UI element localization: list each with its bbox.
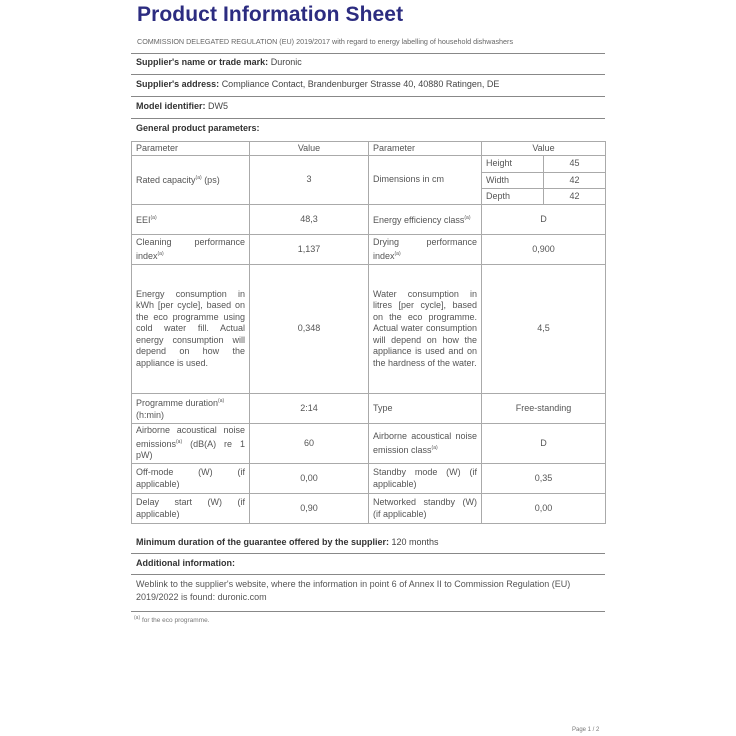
table-row bbox=[132, 235, 606, 265]
table-row bbox=[132, 156, 606, 173]
divider bbox=[131, 611, 605, 612]
standby-label: Standby mode (W) (if applicable) bbox=[369, 464, 482, 494]
table-row bbox=[132, 464, 606, 494]
column-header-parameter-2: Parameter bbox=[369, 142, 482, 156]
depth-label: Depth bbox=[482, 189, 544, 205]
programme-duration-value: 2:14 bbox=[250, 394, 369, 424]
footnote-mark: (a) bbox=[134, 615, 141, 621]
type-label: Type bbox=[369, 394, 482, 424]
divider bbox=[131, 574, 605, 575]
noise-emissions-label: Airborne acoustical noise emissions$^{(a)}$ (dB(A) re 1 pW) bbox=[132, 424, 250, 464]
supplier-name-label: Supplier's name or trade mark: bbox=[136, 57, 269, 67]
eei-value: 48,3 bbox=[250, 205, 369, 235]
supplier-name-row bbox=[136, 57, 302, 67]
additional-information-heading: Additional information: bbox=[136, 558, 235, 568]
guarantee-row bbox=[136, 537, 439, 547]
guarantee-label: Minimum duration of the guarantee offered by the supplier: bbox=[136, 537, 390, 547]
divider bbox=[131, 74, 605, 75]
drying-performance-label: Drying performance index$^{(a)}$ bbox=[369, 235, 482, 265]
table-row bbox=[132, 265, 606, 394]
off-mode-label: Off-mode (W) (if applicable) bbox=[132, 464, 250, 494]
type-value: Free-standing bbox=[482, 394, 606, 424]
table-row bbox=[132, 394, 606, 424]
table-header-row bbox=[132, 142, 606, 156]
page-number: Page 1 / 2 bbox=[572, 727, 600, 733]
cleaning-performance-value: 1,137 bbox=[250, 235, 369, 265]
networked-standby-label: Networked standby (W) (if applicable) bbox=[369, 494, 482, 524]
delay-start-label: Delay start (W) (if applicable) bbox=[132, 494, 250, 524]
divider bbox=[131, 53, 605, 54]
supplier-name-value: Duronic bbox=[270, 57, 302, 67]
noise-class-value: D bbox=[482, 424, 606, 464]
depth-value: 42 bbox=[544, 189, 606, 205]
drying-performance-value: 0,900 bbox=[482, 235, 606, 265]
footnote bbox=[134, 615, 210, 624]
model-identifier-label: Model identifier: bbox=[136, 101, 206, 111]
water-consumption-label: Water consumption in litres [per cycle], based on the eco programme. Actual water consumption will depend on how the appliance is used and on the hardness of the water. bbox=[369, 265, 482, 394]
height-value: 45 bbox=[544, 156, 606, 173]
supplier-address-value: Compliance Contact, Brandenburger Strasse 40, 40880 Ratingen, DE bbox=[221, 79, 500, 89]
table-row bbox=[132, 424, 606, 464]
programme-duration-label: Programme duration$^{(a)}$ (h:min) bbox=[132, 394, 250, 424]
networked-standby-value: 0,00 bbox=[482, 494, 606, 524]
guarantee-value: 120 months bbox=[391, 537, 439, 547]
footnote-text: for the eco programme. bbox=[141, 617, 210, 625]
divider bbox=[131, 96, 605, 97]
dimensions-label: Dimensions in cm bbox=[369, 156, 482, 205]
noise-class-label: Airborne acoustical noise emission class$^{(a)}$ bbox=[369, 424, 482, 464]
cleaning-performance-label: Cleaning performance index$^{(a)}$ bbox=[132, 235, 250, 265]
model-identifier-row bbox=[136, 101, 228, 111]
column-header-parameter: Parameter bbox=[132, 142, 250, 156]
weblink-value[interactable]: duronic.com bbox=[217, 592, 267, 602]
table-row bbox=[132, 494, 606, 524]
model-identifier-value: DW5 bbox=[208, 101, 229, 111]
weblink-info bbox=[136, 578, 596, 604]
general-parameters-heading: General product parameters: bbox=[136, 123, 260, 133]
width-label: Width bbox=[482, 173, 544, 189]
weblink-text: Weblink to the supplier's website, where the information in point 6 of Annex II to Commission Regulation (EU) 2019/2022 is found: bbox=[136, 579, 571, 602]
column-header-value-2: Value bbox=[482, 142, 606, 156]
height-label: Height bbox=[482, 156, 544, 173]
energy-class-label: Energy efficiency class$^{(a)}$ bbox=[369, 205, 482, 235]
page-title: Product Information Sheet bbox=[137, 3, 404, 26]
energy-class-value: D bbox=[482, 205, 606, 235]
energy-consumption-value: 0,348 bbox=[250, 265, 369, 394]
supplier-address-label: Supplier's address: bbox=[136, 79, 220, 89]
divider bbox=[131, 553, 605, 554]
rated-capacity-label: Rated capacity$^{(a)}$ (ps) bbox=[132, 156, 250, 205]
rated-capacity-value: 3 bbox=[250, 156, 369, 205]
supplier-address-row bbox=[136, 79, 499, 89]
divider bbox=[131, 118, 605, 119]
eei-label: EEI$^{(a)}$ bbox=[132, 205, 250, 235]
energy-consumption-label: Energy consumption in kWh [per cycle], based on the eco programme using cold water fill. Actual energy consumption will depend on how the appliance is used. bbox=[132, 265, 250, 394]
regulation-subtitle: COMMISSION DELEGATED REGULATION (EU) 2019/2017 with regard to energy labelling of household dishwashers bbox=[137, 37, 514, 46]
delay-start-value: 0,90 bbox=[250, 494, 369, 524]
off-mode-value: 0,00 bbox=[250, 464, 369, 494]
parameters-table bbox=[131, 141, 606, 524]
width-value: 42 bbox=[544, 173, 606, 189]
noise-emissions-value: 60 bbox=[250, 424, 369, 464]
standby-value: 0,35 bbox=[482, 464, 606, 494]
column-header-value: Value bbox=[250, 142, 369, 156]
table-row bbox=[132, 205, 606, 235]
water-consumption-value: 4,5 bbox=[482, 265, 606, 394]
